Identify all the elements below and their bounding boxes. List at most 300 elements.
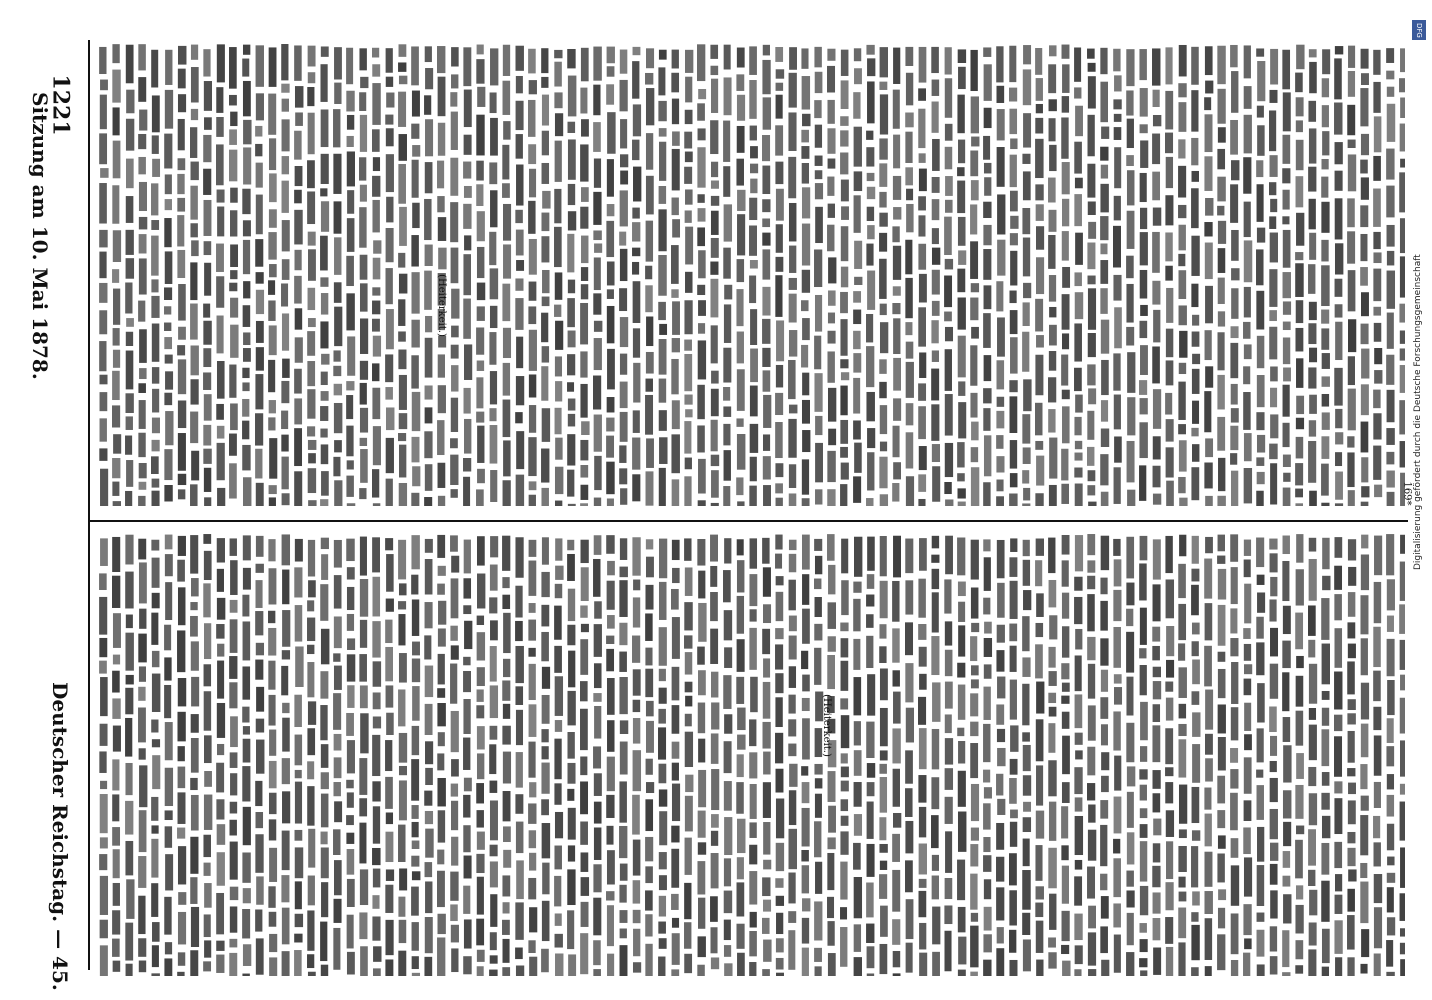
text-word: [99, 661, 107, 674]
text-word: [632, 222, 640, 241]
text-word: [1296, 97, 1304, 116]
text-word: [841, 226, 849, 261]
text-word: [372, 64, 380, 76]
text-word: [724, 77, 732, 115]
text-word: [1283, 717, 1291, 742]
text-word: [399, 375, 407, 410]
text-word: [230, 842, 238, 880]
text-word: [333, 782, 340, 796]
text-word: [1283, 301, 1291, 314]
text-word: [1335, 895, 1343, 914]
text-word: [1036, 226, 1044, 250]
text-word: [1087, 534, 1095, 555]
text-word: [139, 329, 147, 363]
text-word: [1296, 753, 1304, 779]
text-word: [1256, 48, 1264, 56]
text-word: [399, 733, 407, 763]
text-word: [1062, 199, 1069, 227]
text-word: [1295, 73, 1303, 93]
text-word: [1075, 694, 1083, 728]
text-word: [970, 241, 978, 279]
column-divider: [88, 520, 1408, 522]
text-word: [489, 332, 496, 365]
text-word: [256, 740, 264, 774]
page-number: 1221: [47, 74, 74, 136]
text-word: [217, 598, 225, 620]
text-word: [892, 483, 899, 502]
text-word: [1140, 345, 1148, 375]
text-word: [801, 850, 809, 861]
text-word: [502, 183, 510, 198]
text-word: [307, 645, 314, 654]
text-word: [217, 703, 225, 738]
text-word: [503, 480, 511, 506]
text-word: [125, 688, 133, 715]
text-word: [1231, 384, 1238, 405]
text-word: [463, 578, 471, 598]
text-word: [997, 927, 1004, 943]
text-word: [763, 395, 771, 428]
text-word: [1386, 186, 1394, 218]
text-word: [945, 443, 953, 477]
text-word: [477, 306, 485, 321]
text-word: [100, 724, 108, 746]
text-word: [269, 173, 277, 202]
text-word: [113, 883, 120, 906]
text-word: [100, 80, 108, 91]
text-word: [1113, 903, 1121, 927]
text-word: [1257, 125, 1264, 156]
text-word: [412, 392, 420, 431]
text-word: [1230, 748, 1238, 763]
text-word: [620, 412, 628, 442]
text-word: [1283, 92, 1291, 131]
text-word: [659, 339, 667, 375]
text-word: [268, 232, 276, 260]
text-word: [633, 910, 641, 923]
text-word: [1035, 118, 1043, 134]
text-word: [425, 464, 433, 491]
text-word: [308, 580, 316, 597]
text-word: [438, 732, 445, 746]
text-word: [451, 645, 459, 659]
text-word: [1101, 360, 1109, 395]
text-word: [555, 676, 563, 716]
text-word: [450, 92, 457, 106]
text-word: [477, 667, 485, 686]
text-word: [1374, 582, 1381, 623]
text-word: [1256, 538, 1264, 568]
text-word: [216, 144, 224, 185]
text-word: [737, 126, 745, 153]
text-word: [1257, 435, 1265, 453]
text-word: [646, 48, 654, 68]
text-word: [606, 826, 613, 845]
text-word: [892, 581, 899, 622]
text-word: [1036, 456, 1044, 486]
text-word: [229, 95, 237, 106]
text-word: [1270, 388, 1277, 407]
text-word: [1243, 827, 1251, 854]
text-word: [386, 407, 394, 430]
text-word: [1114, 559, 1122, 586]
text-word: [164, 323, 171, 331]
text-word: [958, 49, 966, 63]
text-word: [1049, 802, 1056, 841]
text-word: [944, 312, 952, 322]
text-word: [1322, 929, 1330, 963]
text-word: [542, 537, 549, 564]
text-word: [476, 854, 484, 873]
text-word: [541, 77, 548, 88]
text-word: [490, 620, 498, 640]
text-word: [229, 129, 237, 145]
text-word: [1270, 926, 1277, 951]
text-word: [1231, 408, 1239, 422]
text-word: [386, 228, 394, 262]
text-word: [1308, 264, 1315, 294]
text-word: [1139, 563, 1147, 600]
text-word: [919, 538, 927, 571]
text-word: [1165, 133, 1173, 154]
text-word: [1321, 503, 1329, 506]
text-word: [593, 693, 601, 702]
text-word: [451, 345, 459, 359]
text-word: [672, 568, 680, 583]
text-word: [503, 363, 510, 396]
text-word: [1061, 117, 1068, 158]
text-word: [684, 954, 692, 973]
text-word: [100, 677, 108, 716]
text-word: [698, 89, 706, 99]
text-word: [281, 457, 288, 490]
text-word: [489, 162, 497, 184]
column-lower: [95, 530, 1405, 980]
text-word: [490, 955, 498, 963]
text-word: [1035, 48, 1042, 75]
text-word: [1270, 199, 1277, 212]
text-word: [307, 191, 315, 224]
text-word: [528, 648, 535, 657]
text-word: [711, 325, 718, 363]
text-word: [1257, 375, 1265, 407]
text-word: [970, 743, 978, 778]
text-word: [1400, 847, 1405, 887]
text-word: [1140, 232, 1148, 265]
text-word: [385, 387, 393, 400]
text-word: [216, 276, 224, 307]
text-word: [99, 448, 107, 460]
text-word: [880, 777, 887, 813]
text-word: [672, 50, 679, 69]
text-word: [411, 320, 419, 348]
text-word: [502, 875, 510, 896]
text-word: [425, 46, 432, 62]
text-word: [620, 928, 627, 938]
text-word: [1322, 538, 1329, 569]
text-word: [1309, 49, 1317, 57]
text-word: [1321, 729, 1329, 766]
text-word: [1360, 863, 1367, 878]
text-word: [1140, 208, 1147, 229]
text-word: [1127, 832, 1134, 864]
text-word: [1074, 876, 1082, 905]
text-word: [372, 781, 380, 801]
text-word: [763, 370, 771, 391]
text-word: [567, 434, 575, 465]
text-word: [99, 283, 107, 303]
text-word: [528, 940, 535, 953]
text-word: [737, 48, 745, 68]
text-word: [1244, 433, 1252, 461]
text-word: [710, 927, 717, 953]
text-word: [815, 170, 823, 179]
text-word: [477, 877, 484, 915]
text-word: [567, 869, 575, 905]
text-word: [1192, 171, 1199, 182]
text-word: [970, 345, 977, 385]
text-word: [957, 860, 965, 901]
text-word: [463, 671, 471, 692]
text-word: [698, 842, 706, 854]
text-word: [698, 670, 706, 695]
text-word: [1166, 579, 1174, 618]
text-word: [1126, 90, 1133, 115]
text-word: [477, 211, 485, 241]
text-word: [893, 286, 901, 295]
text-word: [437, 703, 445, 726]
text-word: [425, 768, 433, 785]
text-word: [308, 440, 316, 450]
text-word: [580, 465, 588, 478]
text-word: [203, 135, 211, 162]
text-word: [542, 95, 549, 126]
text-word: [320, 705, 327, 740]
text-word: [398, 350, 406, 370]
text-word: [1231, 71, 1238, 113]
text-word: [463, 886, 470, 914]
text-word: [113, 849, 120, 878]
text-word: [399, 583, 407, 595]
text-word: [892, 628, 899, 662]
text-word: [177, 712, 185, 742]
text-word: [711, 211, 719, 235]
text-word: [1165, 782, 1173, 803]
text-word: [554, 227, 562, 267]
text-word: [1230, 120, 1238, 155]
text-word: [828, 388, 836, 422]
text-word: [762, 538, 769, 564]
text-word: [1113, 539, 1120, 556]
text-word: [1347, 915, 1355, 950]
text-word: [971, 540, 979, 580]
text-word: [1139, 380, 1147, 395]
text-word: [243, 535, 251, 560]
text-word: [1243, 392, 1250, 430]
text-word: [1205, 286, 1213, 323]
text-word: [1256, 249, 1264, 285]
text-word: [1361, 502, 1369, 506]
text-word: [970, 926, 978, 968]
text-word: [880, 944, 888, 974]
text-word: [373, 692, 381, 709]
text-word: [1308, 441, 1316, 483]
text-word: [620, 190, 628, 226]
text-word: [190, 877, 197, 904]
text-word: [216, 117, 223, 137]
text-word: [1283, 230, 1291, 268]
text-word: [1010, 337, 1018, 373]
text-word: [1036, 257, 1044, 294]
text-word: [918, 697, 926, 725]
text-word: [1335, 198, 1343, 239]
text-word: [1269, 90, 1277, 103]
text-word: [438, 566, 446, 576]
text-word: [1113, 627, 1121, 668]
text-word: [425, 829, 433, 858]
text-word: [646, 721, 654, 753]
text-word: [450, 158, 458, 196]
text-word: [1231, 160, 1239, 180]
text-word: [424, 431, 432, 458]
text-word: [594, 498, 601, 506]
text-word: [1373, 50, 1380, 75]
text-word: [1192, 691, 1200, 705]
text-word: [451, 759, 459, 776]
text-word: [1075, 750, 1083, 759]
text-word: [1048, 952, 1056, 968]
text-word: [1152, 232, 1160, 273]
text-word: [854, 443, 862, 473]
text-word: [672, 918, 679, 928]
text-word: [463, 825, 470, 852]
text-word: [347, 460, 354, 469]
text-word: [750, 457, 757, 482]
text-word: [893, 973, 901, 976]
text-word: [489, 744, 496, 774]
text-word: [1191, 585, 1199, 615]
text-word: [138, 77, 146, 102]
text-word: [1243, 628, 1250, 639]
text-word: [308, 468, 316, 493]
text-word: [607, 615, 615, 629]
text-word: [359, 758, 367, 795]
text-word: [594, 624, 602, 657]
text-word: [1075, 860, 1082, 870]
text-word: [372, 200, 379, 232]
text-word: [125, 718, 132, 757]
text-word: [242, 368, 249, 378]
text-word: [957, 167, 965, 176]
text-word: [1126, 609, 1133, 626]
text-word: [854, 957, 862, 976]
text-word: [490, 845, 498, 857]
text-word: [1178, 205, 1186, 218]
text-word: [295, 782, 302, 824]
text-word: [542, 270, 549, 293]
text-word: [99, 573, 107, 590]
text-word: [1218, 669, 1226, 698]
text-word: [1010, 646, 1017, 672]
text-word: [1010, 680, 1017, 720]
text-word: [841, 463, 849, 480]
text-word: [1217, 177, 1225, 202]
text-word: [360, 255, 368, 280]
text-word: [983, 388, 991, 403]
text-word: [945, 536, 953, 575]
text-word: [970, 844, 978, 866]
text-word: [684, 538, 691, 560]
text-word: [1270, 577, 1277, 596]
text-word: [970, 151, 978, 177]
text-word: [1140, 665, 1147, 695]
text-word: [126, 393, 134, 413]
text-word: [99, 230, 107, 248]
text-word: [1309, 128, 1316, 163]
text-word: [1191, 90, 1198, 131]
text-word: [243, 621, 251, 660]
text-word: [529, 405, 536, 433]
text-word: [1334, 628, 1342, 668]
text-word: [412, 686, 420, 721]
text-word: [1178, 908, 1186, 939]
text-word: [828, 953, 836, 976]
text-word: [528, 803, 536, 823]
text-word: [905, 750, 913, 783]
text-word: [762, 348, 770, 367]
text-word: [151, 183, 158, 215]
text-word: [269, 957, 277, 976]
text-word: [1231, 707, 1239, 740]
text-word: [477, 426, 484, 463]
text-word: [503, 613, 511, 653]
text-word: [1321, 881, 1329, 922]
text-word: [996, 774, 1003, 796]
text-word: [737, 332, 744, 364]
text-word: [801, 766, 808, 775]
text-word: [1335, 304, 1343, 317]
text-word: [554, 189, 561, 223]
text-word: [879, 457, 887, 489]
text-word: [164, 958, 172, 976]
text-word: [477, 574, 485, 609]
text-word: [815, 207, 823, 243]
text-word: [385, 920, 393, 955]
text-word: [827, 225, 834, 252]
text-word: [1348, 800, 1356, 824]
text-word: [100, 945, 108, 976]
text-word: [1374, 370, 1382, 384]
text-word: [164, 485, 172, 501]
text-word: [1386, 355, 1394, 385]
text-word: [243, 888, 251, 903]
text-word: [1217, 375, 1224, 410]
text-word: [867, 537, 875, 571]
text-word: [1361, 486, 1369, 497]
text-word: [295, 914, 303, 927]
text-word: [373, 716, 381, 728]
text-word: [932, 729, 939, 769]
text-word: [763, 658, 770, 677]
text-word: [814, 579, 821, 590]
text-word: [1243, 953, 1250, 976]
text-word: [555, 381, 562, 401]
text-word: [1309, 491, 1317, 506]
text-word: [645, 914, 652, 936]
text-word: [789, 666, 796, 688]
text-word: [1035, 493, 1043, 506]
text-word: [1244, 800, 1252, 821]
